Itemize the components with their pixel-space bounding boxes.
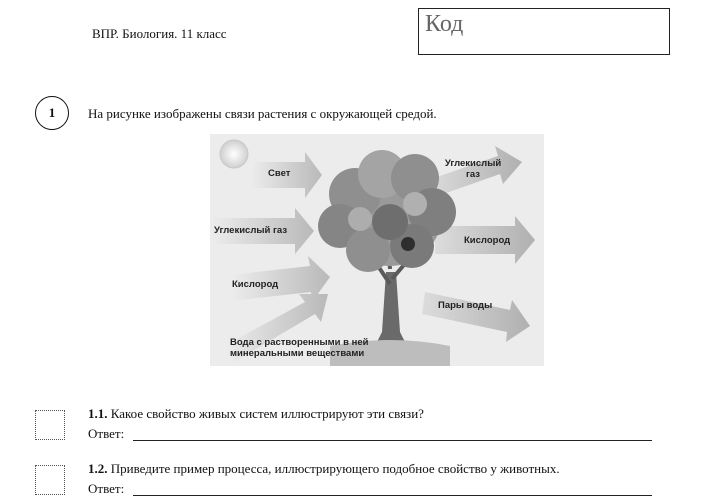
label-co2-in: Углекислый газ: [214, 225, 288, 236]
question-number: 1.2.: [88, 461, 108, 476]
question-number: 1.1.: [88, 406, 108, 421]
label-water: Вода с растворенными в ней минеральными веществами: [230, 337, 369, 359]
score-box-1-1[interactable]: [35, 410, 65, 440]
answer-label: Ответ:: [88, 481, 125, 496]
task-prompt: На рисунке изображены связи растения с окружающей средой.: [88, 106, 437, 121]
label-water-vapor: Пары воды: [438, 300, 493, 311]
sun-icon: [220, 140, 248, 168]
header-title: ВПР. Биология. 11 класс: [92, 26, 227, 41]
answer-label: Ответ:: [88, 426, 125, 441]
task-number: 1: [35, 96, 69, 130]
question-text: Приведите пример процесса, иллюстрирующего подобное свойство у животных.: [110, 461, 560, 476]
label-light: Свет: [268, 168, 291, 179]
answer-line-1-2[interactable]: [133, 482, 652, 496]
label-oxygen-in: Кислород: [232, 279, 279, 290]
question-1-1: [88, 406, 424, 422]
plant-environment-figure: [210, 134, 544, 366]
label-co2-out: Углекислый газ: [444, 158, 502, 180]
score-box-1-2[interactable]: [35, 465, 65, 495]
label-oxygen-out: Кислород: [464, 235, 511, 246]
question-text: Какое свойство живых систем иллюстрируют эти связи?: [110, 406, 424, 421]
question-1-2: [88, 461, 560, 477]
answer-line-1-1[interactable]: [133, 427, 652, 441]
code-field[interactable]: [418, 8, 670, 55]
code-label: Код: [425, 11, 464, 37]
